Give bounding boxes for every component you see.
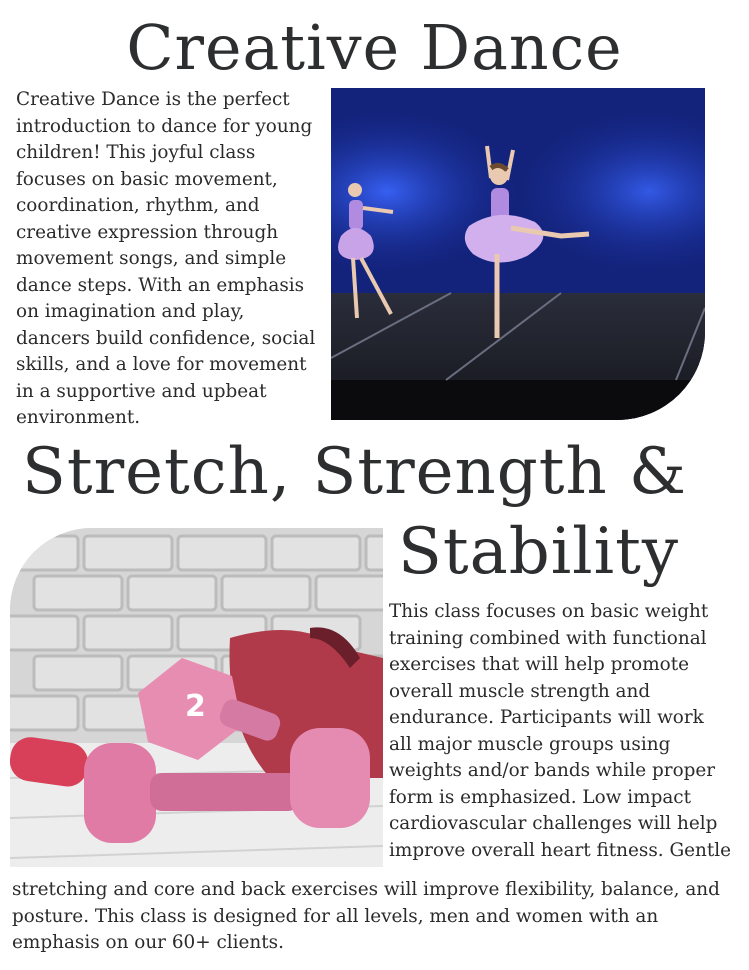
text-line: coordination, rhythm, and: [16, 195, 260, 216]
text-line: This class focuses on basic weight: [389, 601, 709, 622]
strength-description-part2: [12, 877, 720, 957]
dance-photo: [331, 88, 705, 420]
text-line: dancers build confidence, social: [16, 327, 316, 349]
stretch-strength-title: Stretch, Strength &: [22, 435, 687, 509]
text-line: focuses on basic movement,: [16, 168, 278, 190]
text-line: improve overall heart fitness. Gentle: [389, 839, 732, 861]
stability-title: Stability: [398, 515, 679, 589]
text-line: children! This joyful class: [16, 142, 256, 163]
text-line: form is emphasized. Low impact: [389, 786, 691, 808]
text-line: environment.: [16, 407, 141, 428]
text-line: posture. This class is designed for all levels, men and women with an: [12, 905, 659, 927]
text-line: training combined with functional: [389, 627, 707, 649]
creative-dance-description: [16, 87, 315, 432]
text-line: Creative Dance is the perfect: [16, 89, 290, 110]
text-line: skills, and a love for movement: [16, 354, 307, 375]
dumbbell-photo-illustration: [10, 528, 383, 867]
text-line: overall muscle strength and: [389, 680, 651, 702]
text-line: stretching and core and back exercises will improve flexibility, balance, and: [12, 879, 720, 900]
text-line: introduction to dance for young: [16, 115, 313, 137]
text-line: endurance. Participants will work: [389, 707, 704, 728]
dance-photo-illustration: [331, 88, 705, 420]
text-line: in a supportive and upbeat: [16, 380, 267, 402]
text-line: all major muscle groups using: [389, 733, 671, 755]
text-line: exercises that will help promote: [389, 654, 690, 675]
text-line: dance steps. With an emphasis: [16, 274, 305, 296]
text-line: weights and/or bands while proper: [389, 760, 716, 781]
text-line: cardiovascular challenges will help: [389, 813, 718, 834]
creative-dance-title: Creative Dance: [126, 12, 623, 84]
text-line: on imagination and play,: [16, 301, 245, 322]
text-line: emphasis on our 60+ clients.: [12, 932, 284, 953]
dumbbell-photo: [10, 528, 383, 867]
strength-description-part1: [389, 599, 731, 864]
text-line: creative expression through: [16, 221, 279, 243]
dumbbell-weight-label: 2: [185, 689, 206, 724]
text-line: movement songs, and simple: [16, 248, 287, 269]
